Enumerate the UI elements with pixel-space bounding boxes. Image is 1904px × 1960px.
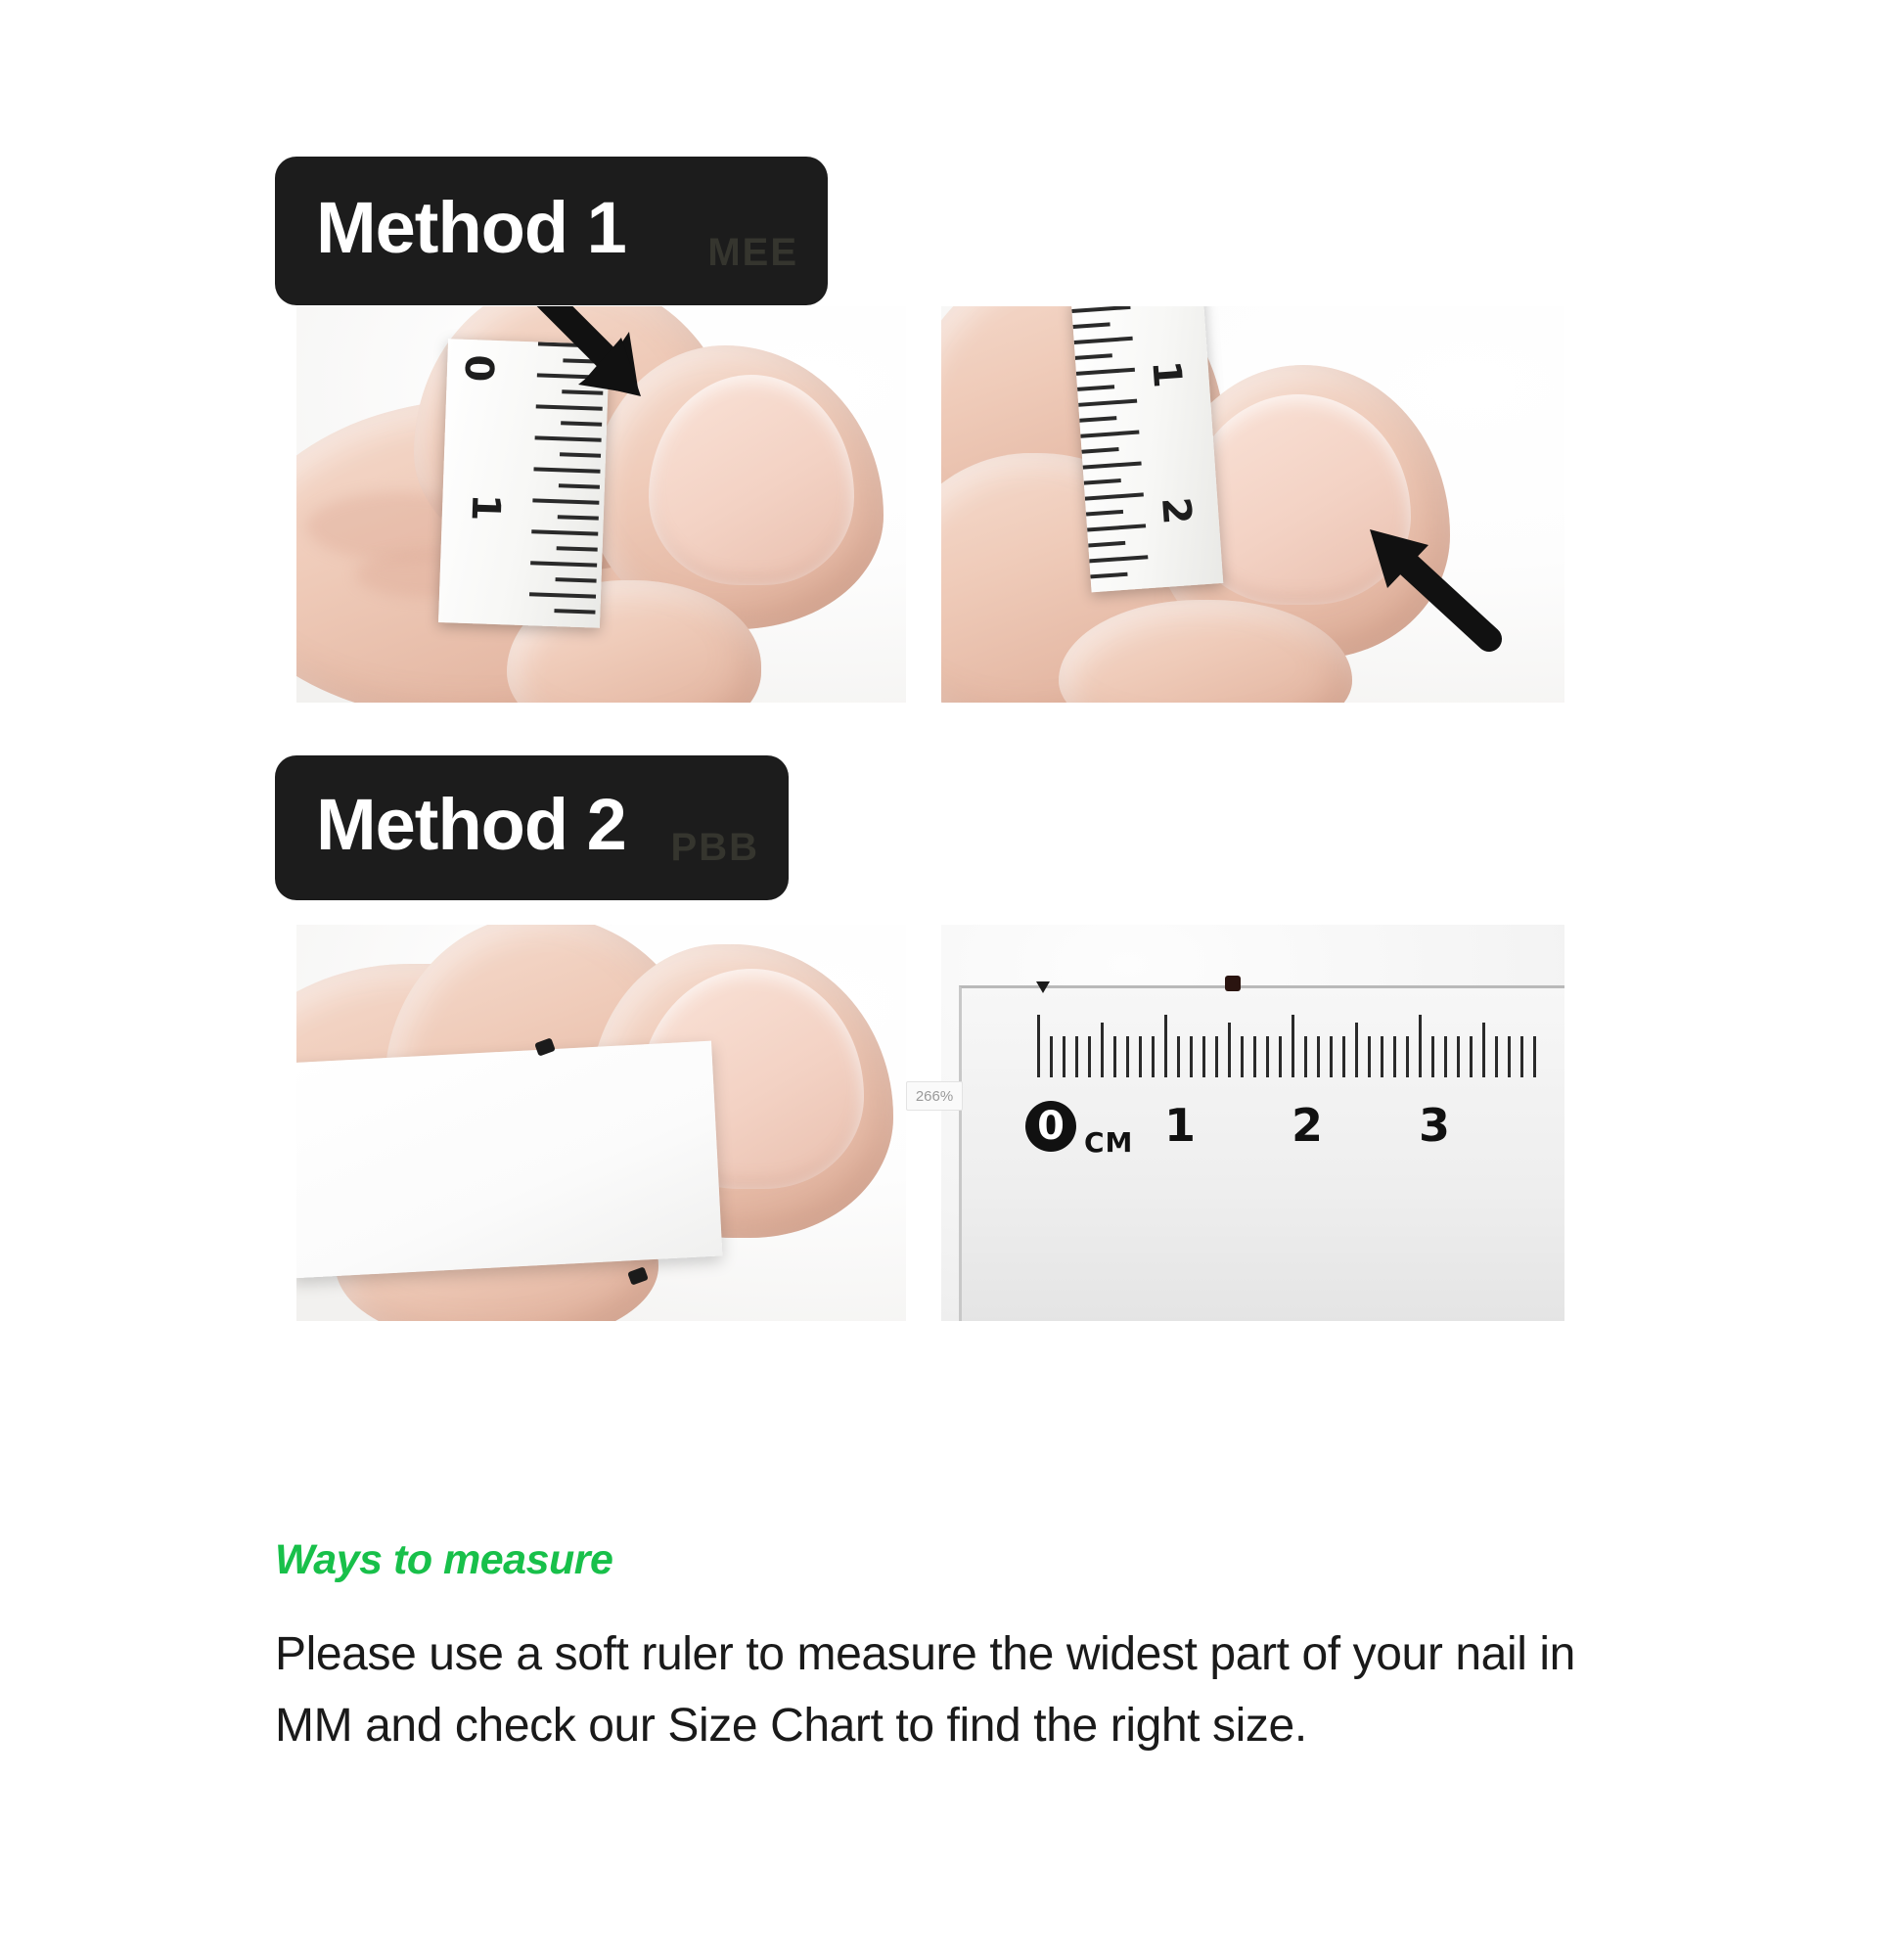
tape-number-1: 1 (462, 492, 509, 523)
ruler-zero-badge: 0 (1025, 1101, 1076, 1152)
method-1-ghost-text: MEE (707, 231, 798, 274)
tape-measure-strip (1071, 306, 1224, 592)
tape-number-0: 0 (455, 353, 502, 384)
method-1-badge (275, 157, 828, 305)
pointer-arrow-icon (492, 306, 688, 404)
ruler-ticks (1037, 1015, 1536, 1077)
pointer-arrow-icon (1323, 502, 1519, 659)
tape-number-2: 2 (1153, 495, 1200, 526)
method-1-label: Method 1 (316, 187, 626, 268)
section-heading-ways-to-measure: Ways to measure (275, 1536, 613, 1583)
zoom-level-chip[interactable]: 266% (906, 1081, 963, 1111)
measurement-instructions-paragraph: Please use a soft ruler to measure the widest part of your nail in MM and check our Size Chart to find the right size. (275, 1628, 1575, 1752)
ruler-number-3: 3 (1419, 1099, 1451, 1152)
method-2-label: Method 2 (316, 784, 626, 865)
tape-number-1: 1 (1143, 358, 1191, 389)
photo-paper-strip-on-ruler (941, 925, 1564, 1321)
photo-paper-strip-around-finger (296, 925, 906, 1321)
photo-tape-around-finger-front (296, 306, 906, 703)
ruler-number-2: 2 (1292, 1099, 1324, 1152)
ruler-unit-label: CM (1084, 1126, 1134, 1159)
ruler-number-1: 1 (1164, 1099, 1197, 1152)
method-2-badge (275, 755, 789, 900)
photo-tape-around-finger-side (941, 306, 1564, 703)
method-2-ghost-text: PBB (670, 826, 759, 869)
paper-strip (296, 1041, 722, 1279)
strip-edge-marker-right (1225, 976, 1241, 991)
